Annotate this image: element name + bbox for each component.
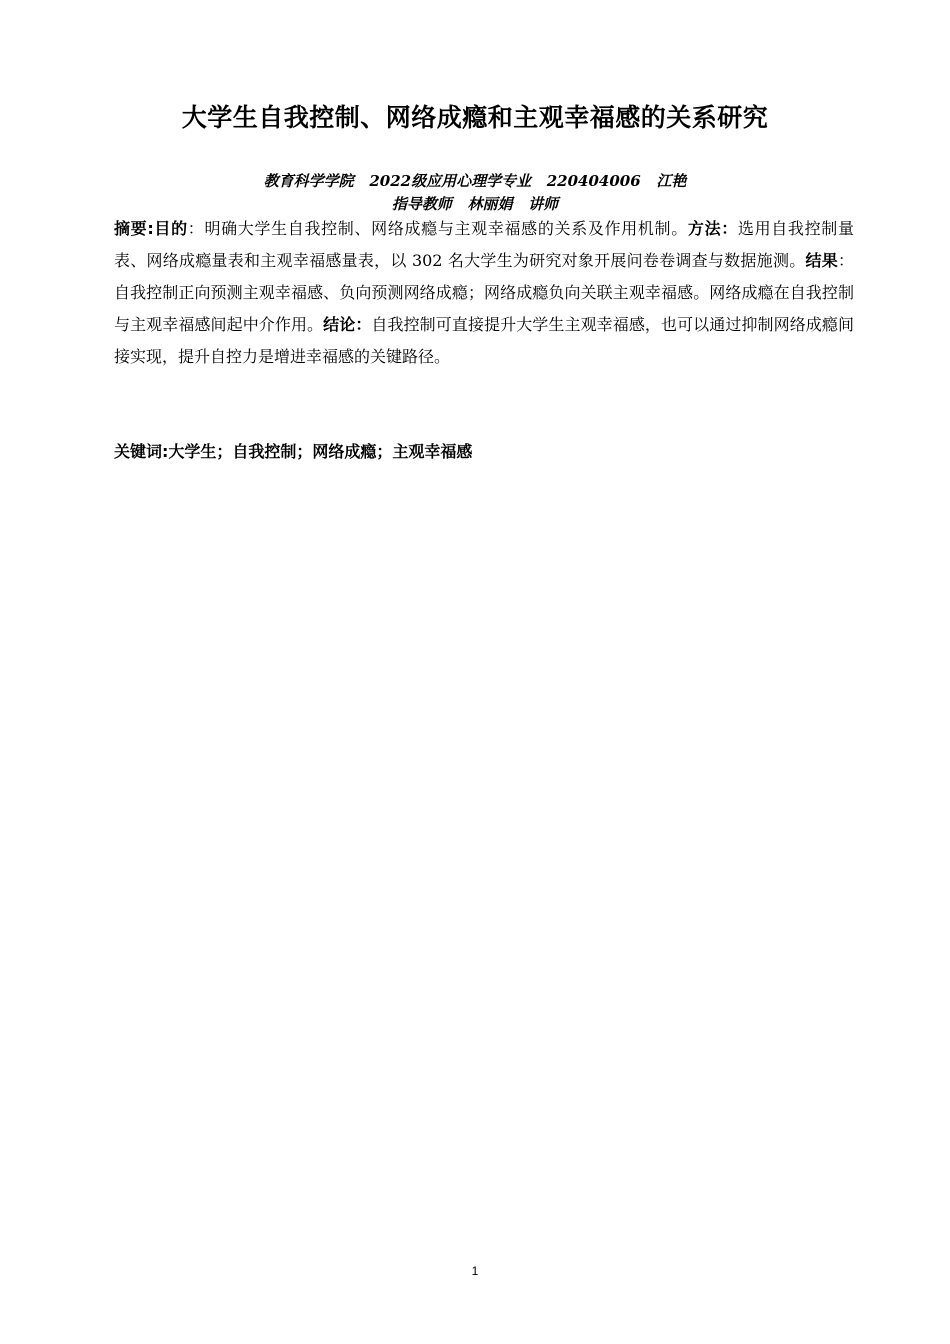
paper-title: 大学生自我控制、网络成瘾和主观幸福感的关系研究 xyxy=(181,103,769,132)
result-text: 自我控制正向预测主观幸福感、负向预测网络成瘾；网络成瘾负向关联主观幸福感。网络成瘾在自我控制与主观幸福感间起中介作用。 xyxy=(114,283,854,334)
method-text: 选用自我控制量表、网络成瘾量表和主观幸福感量表，以 302 名大学生为研究对象开展问卷卷调查与数据施测。 xyxy=(114,219,854,270)
abstract-paragraph xyxy=(114,213,854,373)
purpose-label: 目的 xyxy=(153,219,188,238)
author-info: 教育科学学院 2022级应用心理学专业 220404006 江艳 xyxy=(263,172,687,190)
page-number: 1 xyxy=(471,1264,479,1278)
method-label: 方法： xyxy=(687,219,738,238)
abstract-label: 摘要: xyxy=(114,219,154,238)
advisor-info: 指导教师 林丽娟 讲师 xyxy=(391,195,559,213)
keywords-label: 关键词: xyxy=(114,442,169,461)
conclusion-text: 自我控制可直接提升大学生主观幸福感，也可以通过抑制网络成瘾间接实现，提升自控力是增进幸福感的关键路径。 xyxy=(114,315,854,366)
keywords-text: 大学生；自我控制；网络成瘾；主观幸福感 xyxy=(168,442,473,461)
keywords-line xyxy=(114,438,854,466)
conclusion-label: 结论： xyxy=(323,315,372,334)
result-colon: ： xyxy=(837,251,854,270)
purpose-colon: ： xyxy=(187,219,205,238)
purpose-text: 明确大学生自我控制、网络成瘾与主观幸福感的关系及作用机制。 xyxy=(204,219,688,238)
result-label: 结果 xyxy=(805,251,838,270)
